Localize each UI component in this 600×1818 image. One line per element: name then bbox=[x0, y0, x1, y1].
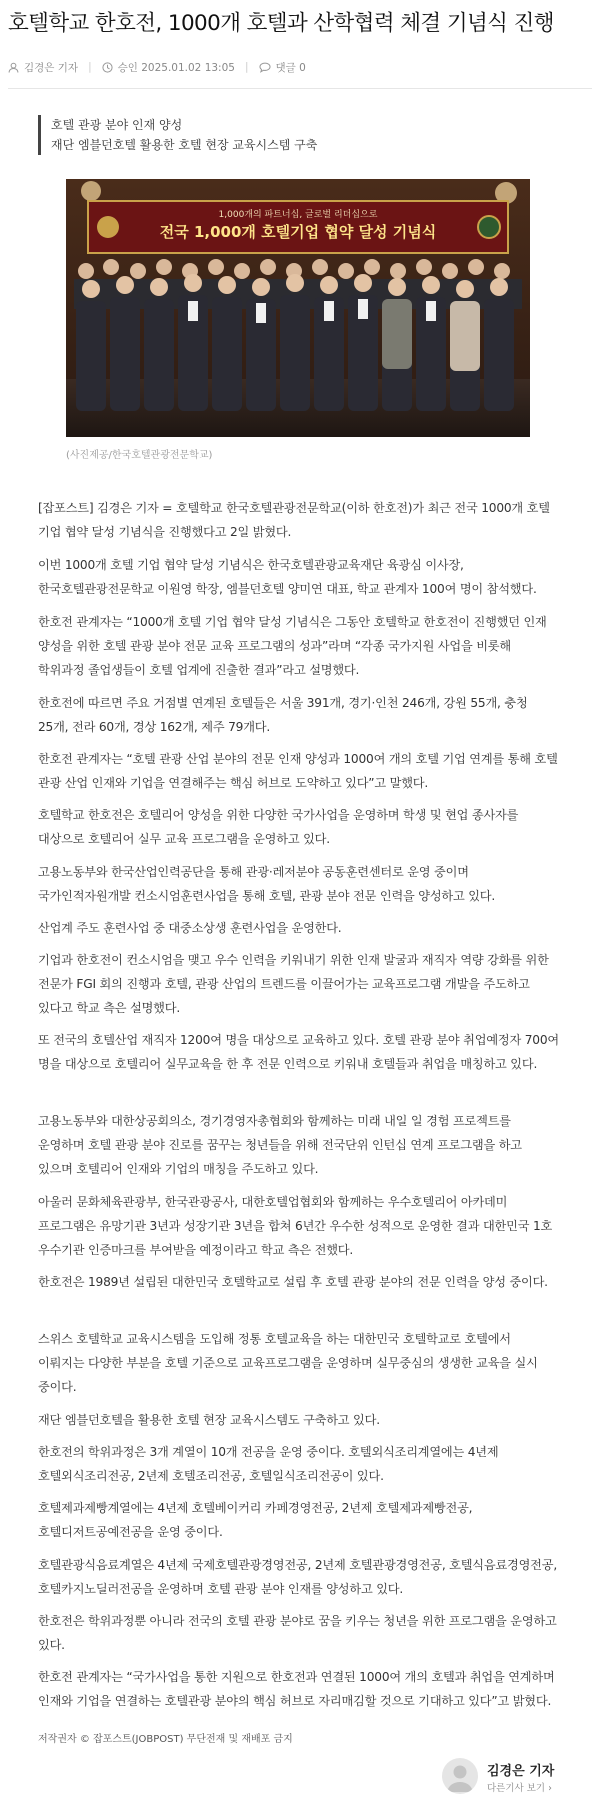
header-divider bbox=[8, 88, 592, 89]
body-paragraph: 재단 엠블던호텔을 활용한 호텔 현장 교육시스템도 구축하고 있다. bbox=[38, 1413, 380, 1427]
body-paragraph: 이번 1000개 호텔 기업 협약 달성 기념식은 한국호텔관광교육재단 육광심 이사장, 한국호텔관광전문학교 이원영 학장, 엠블던호텔 양미연 대표, 학교 관계자 100여 명이 참석했다. bbox=[38, 558, 537, 596]
body-paragraph: 산업계 주도 훈련사업 중 대중소상생 훈련사업을 운영한다. bbox=[38, 921, 342, 935]
body-paragraph: 한호전은 학위과정뿐 아니라 전국의 호텔 관광 분야로 꿈을 키우는 청년을 위한 프로그램을 운영하고 있다. bbox=[38, 1614, 557, 1652]
body-paragraph: 한호전은 1989년 설립된 대한민국 호텔학교로 설립 후 호텔 관광 분야의 전문 인력을 양성 중이다. bbox=[38, 1275, 548, 1289]
banner-small-text: 1,000개의 파트너십, 글로벌 리더십으로 bbox=[218, 210, 378, 220]
comment-count[interactable]: 댓글 0 bbox=[275, 61, 306, 74]
approved-time: 승인 2025.01.02 13:05 bbox=[117, 61, 235, 74]
banner-emblem-right bbox=[478, 216, 500, 238]
body-paragraph: [잡포스트] 김경은 기자 = 호텔학교 한국호텔관광전문학교(이하 한호전)가 최근 전국 1000개 호텔 기업 협약 달성 기념식을 진행했다고 2일 밝혔다. bbox=[38, 501, 550, 539]
body-paragraph: 호텔관광식음료계열은 4년제 국제호텔관광경영전공, 2년제 호텔관광경영전공, 호텔식음료경영전공, 호텔카지노딜러전공을 운영하며 호텔 관광 분야 인재를 양성하고 있다. bbox=[38, 1558, 557, 1596]
ceremony-photo bbox=[66, 179, 530, 437]
body-paragraph: 한호전 관계자는 “1000개 호텔 기업 협약 달성 기념식은 그동안 호텔학교 한호전이 진행했던 인재 양성을 위한 호텔 관광 분야 전문 교육 프로그램의 성과”라며 “각종 국가지원 사업을 비롯해 학위과정 졸업생들이 호텔 업계에 진출한 결과”라고 설명했다. bbox=[38, 615, 547, 677]
body-paragraph: 한호전 관계자는 “국가사업을 통한 지원으로 한호전과 연결된 1000여 개의 호텔과 취업을 연계하며 인재와 기업을 연결하는 호텔관광 분야의 핵심 허브로 자리매김할 것으로 기대하고 있다”고 밝혔다. bbox=[38, 1670, 555, 1708]
article-photo bbox=[66, 179, 530, 437]
body-paragraph: 기업과 한호전이 컨소시엄을 맺고 우수 인력을 키워내기 위한 인재 발굴과 재직자 역량 강화를 위한 전문가 FGI 회의 진행과 호텔, 관광 산업의 트렌드를 이끌어가는 교육프로그램 개발을 주도하고 있다고 학교 측은 설명했다. bbox=[38, 953, 549, 1015]
subtitle-line: 재단 엠블던호텔 활용한 호텔 현장 교육시스템 구축 bbox=[51, 138, 318, 152]
other-articles-label[interactable]: 다른기사 보기 bbox=[487, 1783, 546, 1794]
subtitle-line: 호텔 관광 분야 인재 양성 bbox=[51, 118, 183, 132]
meta-divider: | bbox=[88, 61, 92, 73]
user-icon bbox=[8, 62, 19, 73]
other-articles-link[interactable] bbox=[487, 1780, 552, 1794]
body-paragraph: 한호전의 학위과정은 3개 계열이 10개 전공을 운영 중이다. 호텔외식조리계열에는 4년제 호텔외식조리전공, 2년제 호텔조리전공, 호텔일식조리전공이 있다. bbox=[38, 1445, 499, 1483]
author-name: 김경은 기자 bbox=[487, 1764, 555, 1779]
body-paragraph: 호텔학교 한호전은 호텔리어 양성을 위한 다양한 국가사업을 운영하며 학생 및 현업 종사자를 대상으로 호텔리어 실무 교육 프로그램을 운영하고 있다. bbox=[38, 808, 519, 846]
body-paragraph: 고용노동부와 한국산업인력공단을 통해 관광·레저분야 공동훈련센터로 운영 중이며 국가인적자원개발 컨소시엄훈련사업을 통해 호텔, 관광 분야 전문 인력을 양성하고 있다. bbox=[38, 865, 496, 903]
body-paragraph: 또 전국의 호텔산업 재직자 1200여 명을 대상으로 교육하고 있다. 호텔 관광 분야 취업예정자 700여 명을 대상으로 호텔리어 실무교육을 한 후 전문 인력으로 키워내 호텔들과 취업을 매칭하고 있다. bbox=[38, 1033, 559, 1071]
article-subtitle bbox=[38, 115, 451, 155]
banner-emblem-left bbox=[97, 216, 119, 238]
article-meta bbox=[8, 56, 592, 78]
body-paragraph: 고용노동부와 대한상공회의소, 경기경영자총협회와 함께하는 미래 내일 일 경험 프로젝트를 운영하며 호텔 관광 분야 진로를 꿈꾸는 청년들을 위해 전국단위 인턴십 연계 프로그램을 하고 있으며 호텔리어 인재와 기업의 매칭을 주도하고 있다. bbox=[38, 1114, 522, 1176]
body-paragraph: 스위스 호텔학교 교육시스템을 도입해 정통 호텔교육을 하는 대한민국 호텔학교로 호텔에서 이뤄지는 다양한 부분을 호텔 기준으로 교육프로그램을 운영하며 실무중심의 생생한 교육을 실시 중이다. bbox=[38, 1332, 538, 1394]
body-paragraph: 한호전 관계자는 “호텔 관광 산업 분야의 전문 인재 양성과 1000여 개의 호텔 기업 연계를 통해 호텔 관광 산업 인재와 기업을 연결해주는 핵심 허브로 도약하고 있다”고 말했다. bbox=[38, 752, 558, 790]
chevron-right-icon: › bbox=[548, 1783, 552, 1794]
author-box bbox=[442, 1758, 562, 1798]
comment-icon bbox=[259, 62, 271, 73]
body-paragraph: 아울러 문화체육관광부, 한국관광공사, 대한호텔업협회와 함께하는 우수호텔리어 아카데미 프로그램은 유망기관 3년과 성장기관 3년을 합쳐 6년간 우수한 성적으로 운영한 결과 대한민국 1호 우수기관 인증마크를 부여받을 예정이라고 학교 측은 전했다. bbox=[38, 1195, 553, 1257]
article-title: 호텔학교 한호전, 1000개 호텔과 산학협력 체결 기념식 진행 bbox=[8, 11, 554, 36]
clock-icon bbox=[102, 62, 113, 73]
avatar-icon bbox=[442, 1758, 478, 1794]
copyright-notice: 저작권자 © 잡포스트(JOBPOST) 무단전재 및 재배포 금지 bbox=[38, 1734, 293, 1745]
reporter-name: 김경은 기자 bbox=[24, 61, 79, 74]
body-paragraph: 한호전에 따르면 주요 거점별 연계된 호텔들은 서울 391개, 경기·인천 246개, 강원 55개, 충청 25개, 전라 60개, 경상 162개, 제주 79개다. bbox=[38, 696, 528, 734]
body-paragraph: 호텔제과제빵계열에는 4년제 호텔베이커리 카페경영전공, 2년제 호텔제과제빵전공, 호텔디저트공예전공을 운영 중이다. bbox=[38, 1501, 473, 1539]
author-avatar bbox=[442, 1758, 478, 1794]
meta-divider: | bbox=[244, 61, 249, 73]
reporter-meta bbox=[8, 60, 78, 75]
approved-meta bbox=[102, 60, 235, 75]
photo-caption: (사진제공/한국호텔관광전문학교) bbox=[66, 450, 213, 461]
comments-meta[interactable] bbox=[259, 60, 306, 75]
banner-title-text: 전국 1,000개 호텔기업 협약 달성 기념식 bbox=[159, 223, 437, 241]
